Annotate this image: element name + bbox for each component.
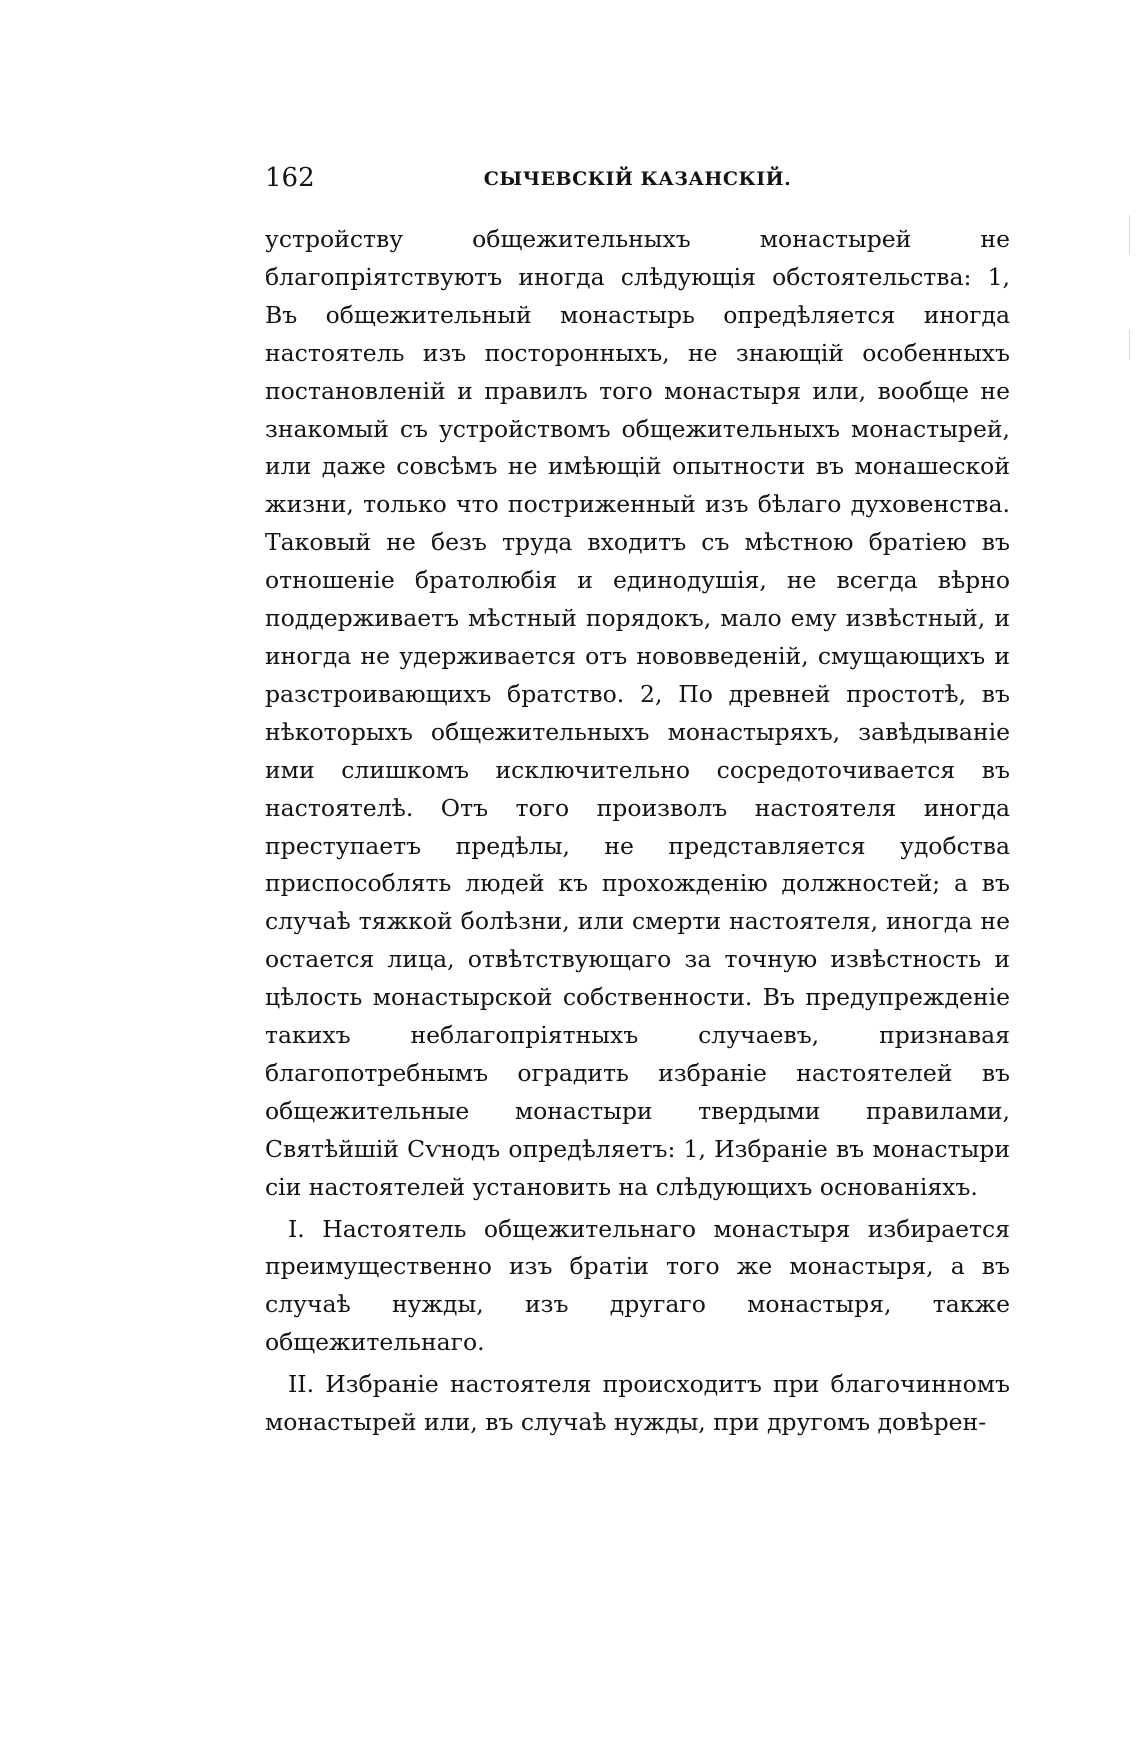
- paragraph-2: I. Настоятель общежительнаго монастыря избирается преимущественно изъ братіи того же монастыря, а въ случаѣ нужды, изъ другаго монастыря, также общежительнаго.: [265, 1214, 1010, 1357]
- scan-edge-mark: [1129, 215, 1130, 255]
- page-number: 162: [265, 163, 315, 193]
- scan-edge-mark: [1129, 330, 1130, 360]
- body-text: [265, 221, 1010, 1442]
- paragraph-1: устройству общежительныхъ монастырей не благопріятствуютъ иногда слѣдующія обстоятельства: 1, Въ общежительный монастырь опредѣляется иногда настоятель изъ посторонныхъ, не знающій особенныхъ постановленій и правилъ того монастыря или, вообще не знакомый съ устройствомъ общежительныхъ монастырей, или даже совсѣмъ не имѣющій опытности въ монашеской жизни, только что постриженный изъ бѣлаго духовенства. Таковый не безъ труда входитъ съ мѣстною братіею въ отношеніе братолюбія и единодушія, не всегда вѣрно поддерживаетъ мѣстный порядокъ, мало ему извѣстный, и иногда не удерживается отъ нововведеній, смущающихъ и разстроивающихъ братство. 2, По древней простотѣ, въ нѣкоторыхъ общежительныхъ монастыряхъ, завѣдываніе ими слишкомъ исключительно сосредоточивается въ настоятелѣ. Отъ того произволъ настоятеля иногда преступаетъ предѣлы, не представляется удобства приспособлять людей къ прохожденію должностей; а въ случаѣ тяжкой болѣзни, или смерти настоятеля, иногда не остается лица, отвѣтствующаго за точную извѣстность и цѣлость монастырской собственности. Въ предупрежденіе такихъ неблагопріятныхъ случаевъ, признавая благопотребнымъ оградить избраніе настоятелей въ общежительные монастыри твердыми правилами, Святѣйшій Сѵнодъ опредѣляетъ: 1, Избраніе въ монастыри сіи настоятелей установить на слѣдующихъ основаніяхъ.: [265, 225, 1010, 1201]
- paragraph-3: II. Избраніе настоятеля происходитъ при благочинномъ монастырей или, въ случаѣ нужды, при другомъ довѣрен-: [265, 1370, 1010, 1437]
- running-title: СЫЧЕВСКІЙ КАЗАНСКІЙ.: [483, 168, 792, 190]
- page-header: [265, 160, 1010, 196]
